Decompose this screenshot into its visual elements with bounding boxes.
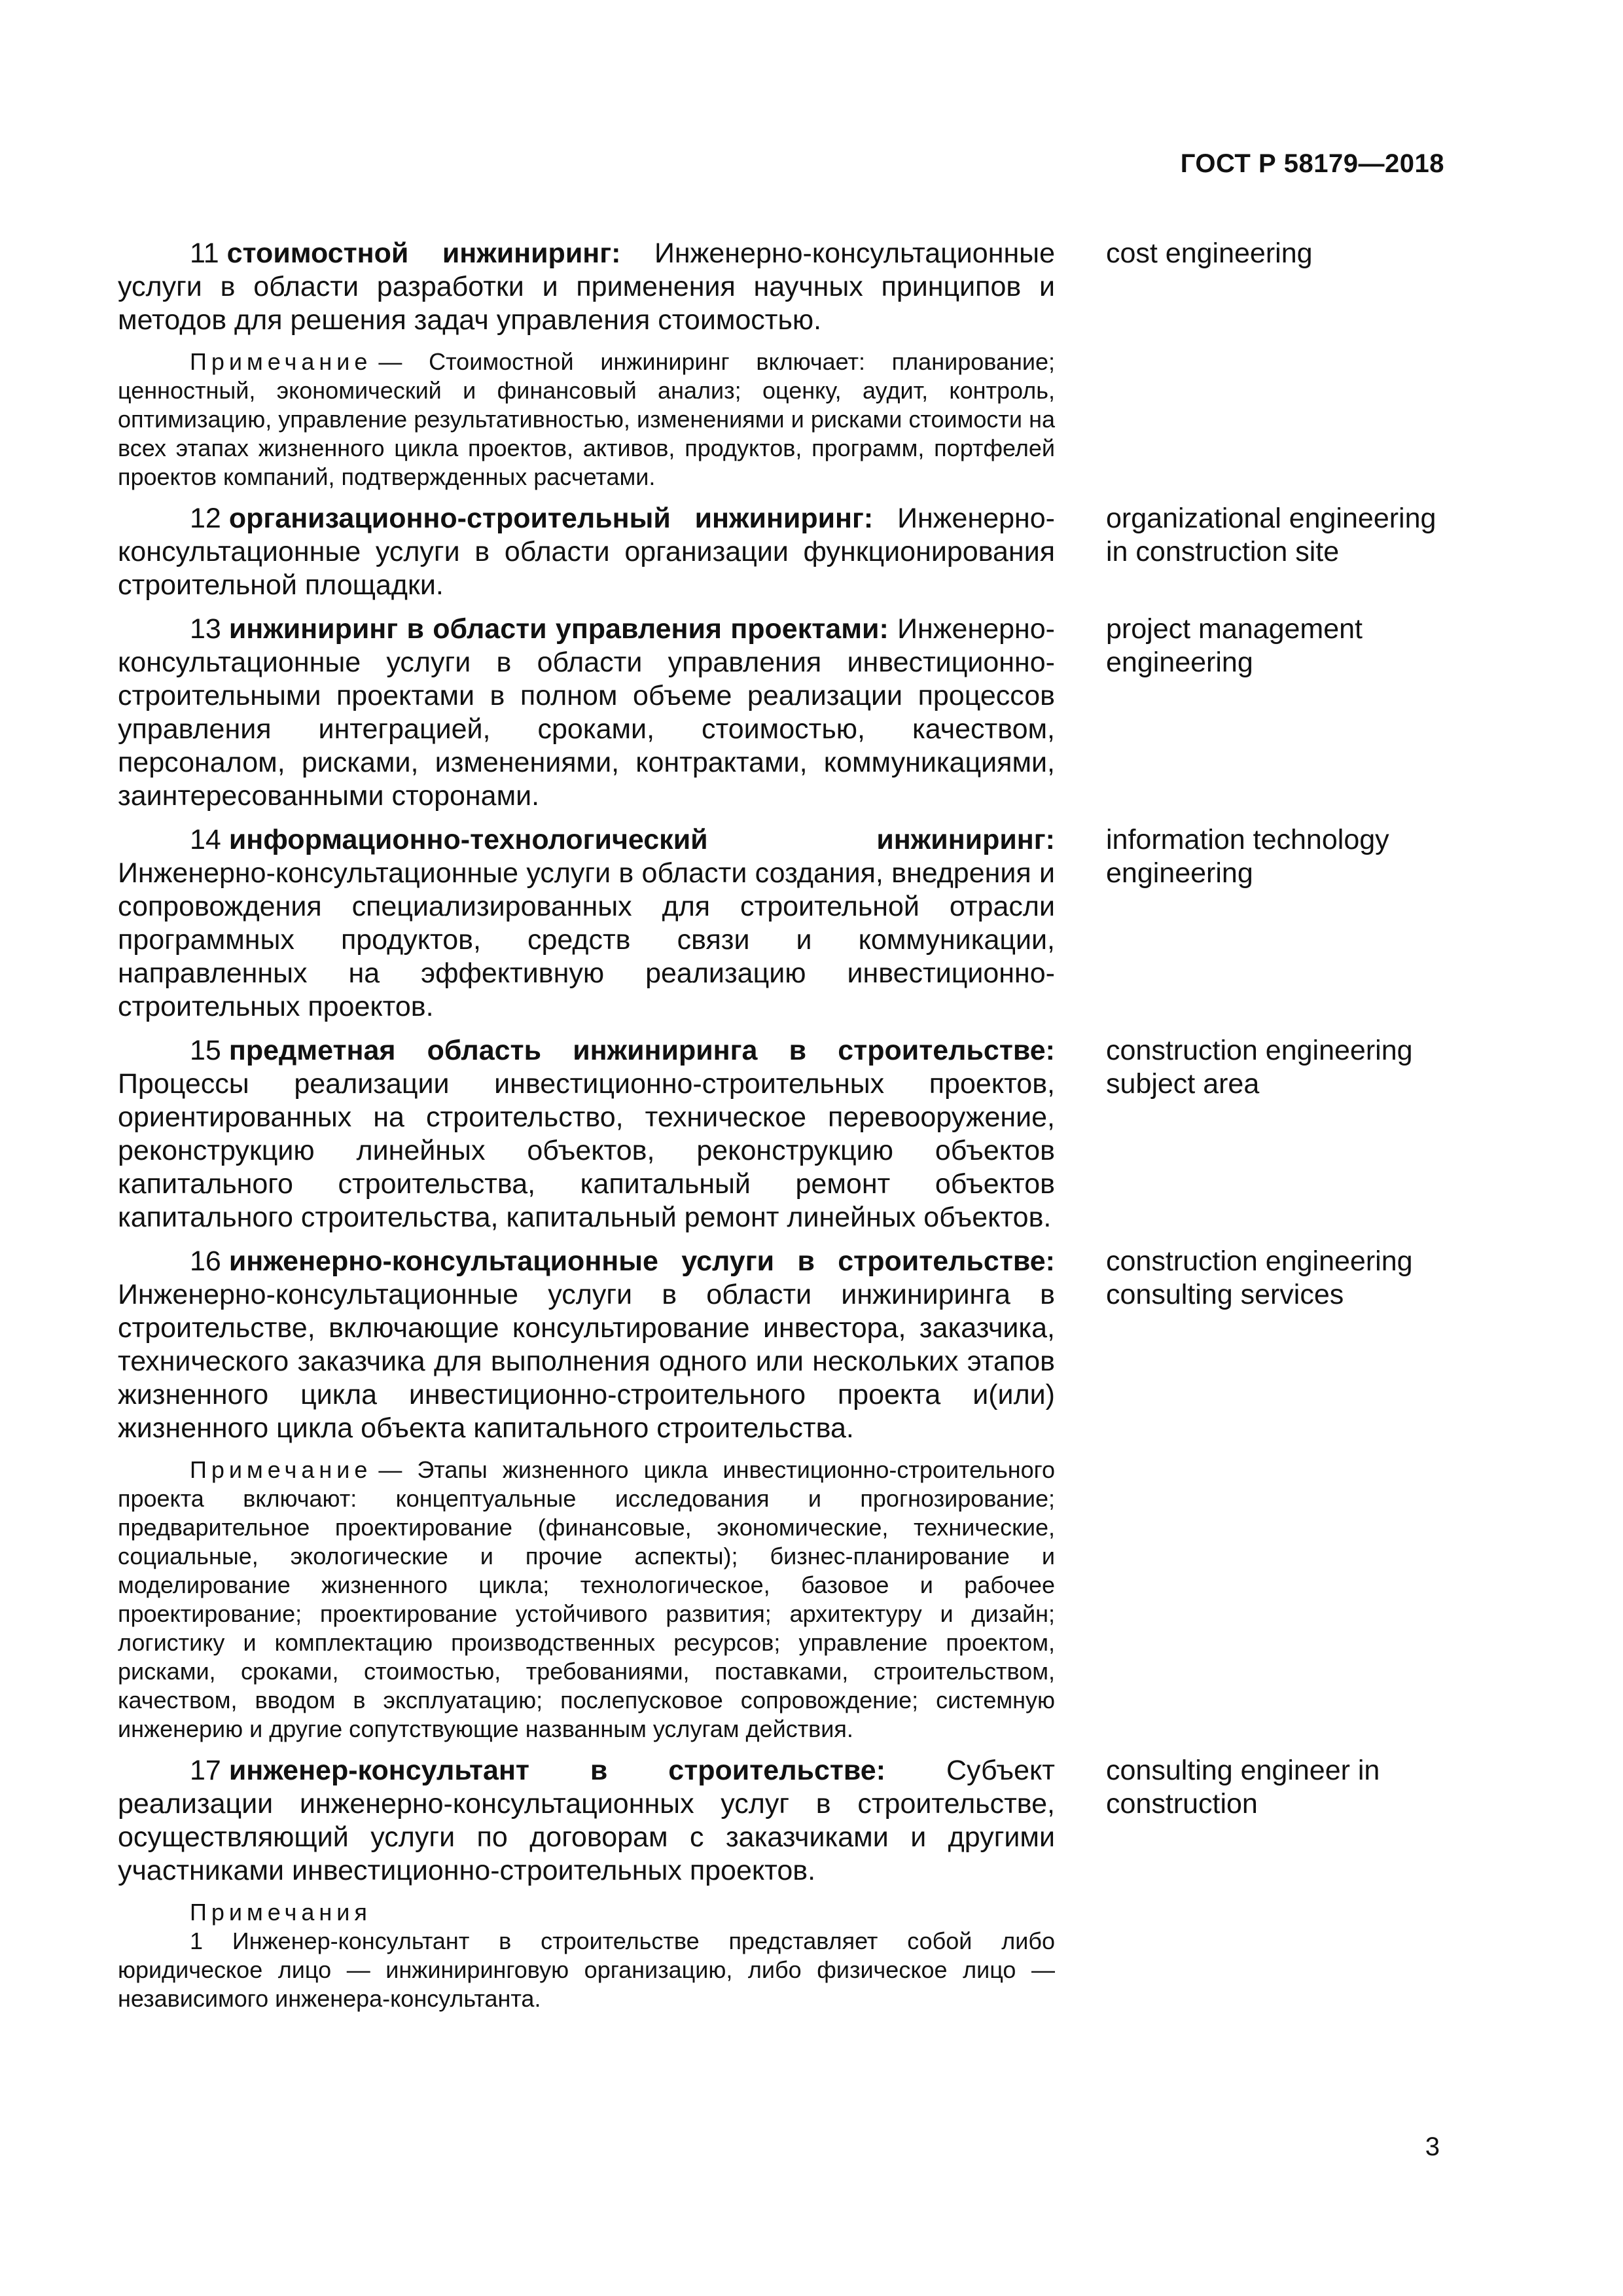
term-body: Процессы реализации инвестиционно-строительных проектов, ориентированных на строительство, техническое перевооружение, реконструкцию линейных объектов, реконструкцию объектов капитального строительства, капитальный ремонт объектов капитального строительства, капитальный ремонт линейных объектов. (118, 1068, 1055, 1233)
term-definition (118, 502, 1055, 602)
term-definition (118, 1754, 1055, 1888)
note-label: Примечание (190, 348, 372, 375)
note-text (118, 348, 1055, 492)
document-header: ГОСТ Р 58179—2018 (1180, 149, 1444, 178)
term-definition (118, 237, 1055, 337)
term-entry-17 (118, 1754, 1453, 1888)
term-entry-15 (118, 1034, 1453, 1234)
term-title: стоимостной инжиниринг: (226, 238, 621, 269)
terms-list (118, 237, 1453, 2024)
note-body: — Стоимостной инжиниринг включает: планирование; ценностный, экономический и финансовый анализ; оценку, аудит, контроль, оптимизацию, управление результативностью, изменениями и рисками стоимости на всех этапах жизненного цикла проектов, активов, продуктов, программ, портфелей проектов компаний, подтвержденных расчетами. (118, 348, 1055, 490)
term-title: инженерно-консультационные услуги в строительстве: (228, 1246, 1055, 1277)
english-equivalent: organizational engineering in construction site (1106, 503, 1436, 567)
english-equivalent: construction engineering subject area (1106, 1035, 1413, 1100)
term-body: Субъект реализации инженерно-консультационных услуг в строительстве, осуществляющий услуги по договорам с заказчиками и другими участниками инвестиционно-строительных проектов. (118, 1755, 1055, 1886)
term-entry-12 (118, 502, 1453, 602)
term-number: 13 (190, 613, 221, 645)
term-number: 12 (190, 503, 221, 534)
term-definition (118, 613, 1055, 813)
term-title: информационно-технологический инжиниринг: (228, 824, 1055, 855)
term-title: инжиниринг в области управления проектами: (228, 613, 889, 645)
term-number: 14 (190, 824, 221, 855)
term-body: Инженерно-консультационные услуги в области инжиниринга в строительстве, включающие консультирование инвестора, заказчика, технического заказчика для выполнения одного или нескольких этапов жизненного цикла инвестиционно-строительного проекта и(или) жизненного цикла объекта капитального строительства. (118, 1279, 1055, 1444)
notes-17 (118, 1898, 1055, 2013)
term-title: организационно-строительный инжиниринг: (228, 503, 874, 534)
notes-title: Примечания (190, 1899, 372, 1926)
english-equivalent: project management engineering (1106, 613, 1363, 678)
term-title: предметная область инжиниринга в строительстве: (228, 1035, 1055, 1066)
english-equivalent: construction engineering consulting services (1106, 1246, 1413, 1310)
term-definition (118, 1034, 1055, 1234)
term-entry-11 (118, 237, 1453, 337)
term-entry-13 (118, 613, 1453, 813)
term-definition (118, 1245, 1055, 1445)
term-body: Инженерно-консультационные услуги в области организации функционирования строительной площадки. (118, 503, 1055, 601)
note-11 (118, 348, 1055, 492)
term-body: Инженерно-консультационные услуги в области управления инвестиционно-строительными проектами в полном объеме реализации процессов управления интеграцией, сроками, стоимостью, качеством, персоналом, рисками, изменениями, контрактами, коммуникациями, заинтересованными сторонами. (118, 613, 1055, 812)
note-label: Примечание (190, 1456, 372, 1483)
page-number: 3 (1425, 2132, 1440, 2161)
term-title: инженер-консультант в строительстве: (228, 1755, 886, 1786)
english-equivalent: consulting engineer in construction (1106, 1755, 1380, 1820)
term-number: 11 (190, 238, 219, 269)
term-body: Инженерно-консультационные услуги в области разработки и применения научных принципов и методов для решения задач управления стоимостью. (118, 238, 1056, 336)
note-body: — Этапы жизненного цикла инвестиционно-строительного проекта включают: концептуальные исследования и прогнозирование; предварительное проектирование (финансовые, экономические, технические, социальные, экологические и прочие аспекты); бизнес-планирование и моделирование жизненного цикла; технологическое, базовое и рабочее проектирование; проектирование устойчивого развития; архитектуру и дизайн; логистику и комплектацию производственных ресурсов; управление проектом, рисками, сроками, стоимостью, требованиями, поставками, строительством, качеством, вводом в эксплуатацию; послепусковое сопровождение; системную инженерию и другие сопутствующие названным услугам действия. (118, 1456, 1055, 1742)
term-entry-14 (118, 823, 1453, 1024)
english-equivalent: information technology engineering (1106, 824, 1389, 889)
note-item: 1 Инженер-консультант в строительстве представляет собой либо юридическое лицо — инжиниринговую организацию, либо физическое лицо — независимого инженера-консультанта. (118, 1928, 1055, 2012)
term-number: 16 (190, 1246, 221, 1277)
term-number: 15 (190, 1035, 221, 1066)
note-text (118, 1456, 1055, 1744)
term-definition (118, 823, 1055, 1024)
term-entry-16 (118, 1245, 1453, 1445)
english-equivalent: cost engineering (1106, 238, 1313, 269)
term-body: Инженерно-консультационные услуги в области создания, внедрения и сопровождения специализированных для строительной отрасли программных продуктов, средств связи и коммуникации, направленных на эффективную реализацию инвестиционно-строительных проектов. (118, 857, 1055, 1022)
term-number: 17 (190, 1755, 221, 1786)
note-16 (118, 1456, 1055, 1744)
